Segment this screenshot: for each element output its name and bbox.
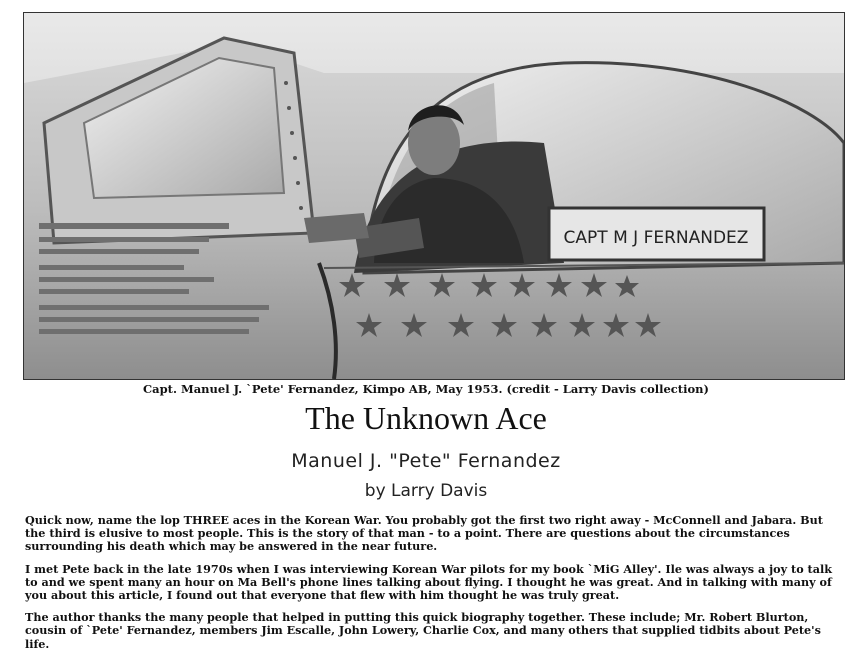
paragraph: The author thanks the many people that helped in putting this quick biography together. These include; Mr. Robert Blurton, cousin of `Pete' Fernandez, members Jim Escalle, John Lowery, Charlie Cox, and many others that supplied tidbits about Pete's life. <box>25 610 821 651</box>
article-body <box>25 514 837 660</box>
article-subtitle: Manuel J. "Pete" Fernandez <box>291 450 561 472</box>
paragraph: Quick now, name the lop THREE aces in the Korean War. You probably got the first two right away - McConnell and Jabara. But the third is elusive to most people. This is the story of that man - to a point. There are questions about the circumstances surrounding his death which may be answered in the near future. <box>25 513 823 554</box>
article-byline: by Larry Davis <box>364 481 488 501</box>
paragraph: I met Pete back in the late 1970s when I was interviewing Korean War pilots for my book `MiG Alley'. Ile was always a joy to talk to and we spent many an hour on Ma Bell's phone lines talking about flying. I thought he was great. And in talking with many of you about this article, I found out that everyone that flew with him thought he was truly great. <box>25 561 832 603</box>
nameplate-text: CAPT M J FERNANDEZ <box>563 228 749 248</box>
photo-illustration <box>24 13 844 379</box>
cockpit-photo <box>23 12 845 380</box>
article-title: The Unknown Ace <box>305 400 547 436</box>
photo-caption: Capt. Manuel J. `Pete' Fernandez, Kimpo AB, May 1953. (credit - Larry Davis collection) <box>143 382 709 396</box>
